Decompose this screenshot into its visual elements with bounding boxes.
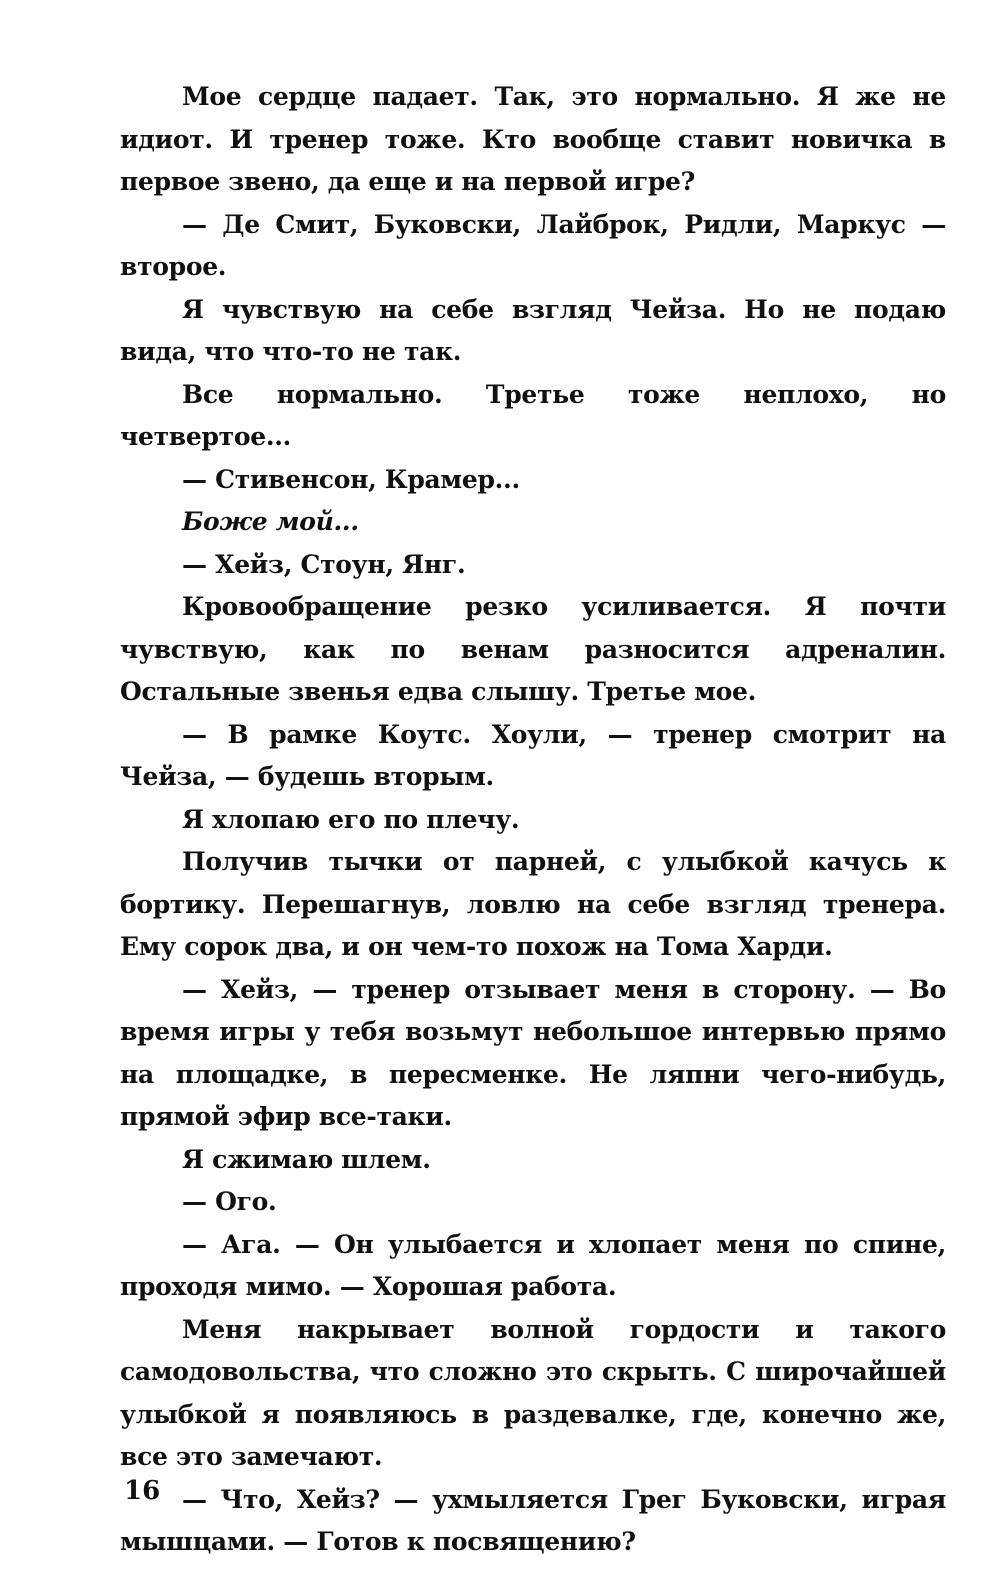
paragraph: — В рамке Коутс. Хоули, — тренер смотрит на Чейза, — будешь вторым. xyxy=(120,719,946,791)
paragraph: Все нормально. Третье тоже неплохо, но четвертое... xyxy=(120,379,946,451)
paragraph: — Хейз, — тренер отзывает меня в сторону. — Во время игры у тебя возьмут небольшое интервью прямо на площадке, в пересменке. Не ляпни чего-нибудь, прямой эфир все-таки. xyxy=(120,974,946,1131)
text-column xyxy=(120,76,946,1564)
paragraph: Мое сердце падает. Так, это нормально. Я же не идиот. И тренер тоже. Кто вообще ставит новичка в первое звено, да еще и на первой игре? xyxy=(120,82,946,196)
page-number: 16 xyxy=(124,1476,161,1506)
paragraph-italic: Боже мой... xyxy=(182,507,359,536)
paragraph: — Ого. xyxy=(182,1187,277,1216)
paragraph: — Что, Хейз? — ухмыляется Грег Буковски, играя мышцами. — Готов к посвящению? xyxy=(120,1484,946,1556)
paragraph: — Хейз, Стоун, Янг. xyxy=(182,549,466,579)
paragraph: Я чувствую на себе взгляд Чейза. Но не подаю вида, что что-то не так. xyxy=(120,294,946,366)
paragraph: — Де Смит, Буковски, Лайброк, Ридли, Маркус — второе. xyxy=(120,209,946,281)
paragraph: Кровообращение резко усиливается. Я почти чувствую, как по венам разносится адреналин. Остальные звенья едва слышу. Третье мое. xyxy=(120,592,946,706)
paragraph: — Ага. — Он улыбается и хлопает меня по спине, проходя мимо. — Хорошая работа. xyxy=(120,1229,946,1301)
paragraph: — Стивенсон, Крамер... xyxy=(182,464,520,494)
paragraph: Получив тычки от парней, с улыбкой качусь к бортику. Перешагнув, ловлю на себе взгляд тренера. Ему сорок два, и он чем-то похож на Тома Харди. xyxy=(120,847,946,961)
paragraph: Меня накрывает волной гордости и такого самодовольства, что сложно это скрыть. С широчайшей улыбкой я появляюсь в раздевалке, где, конечно же, все это замечают. xyxy=(120,1314,946,1471)
paragraph: Я сжимаю шлем. xyxy=(182,1144,431,1174)
paragraph: Я хлопаю его по плечу. xyxy=(182,804,520,834)
